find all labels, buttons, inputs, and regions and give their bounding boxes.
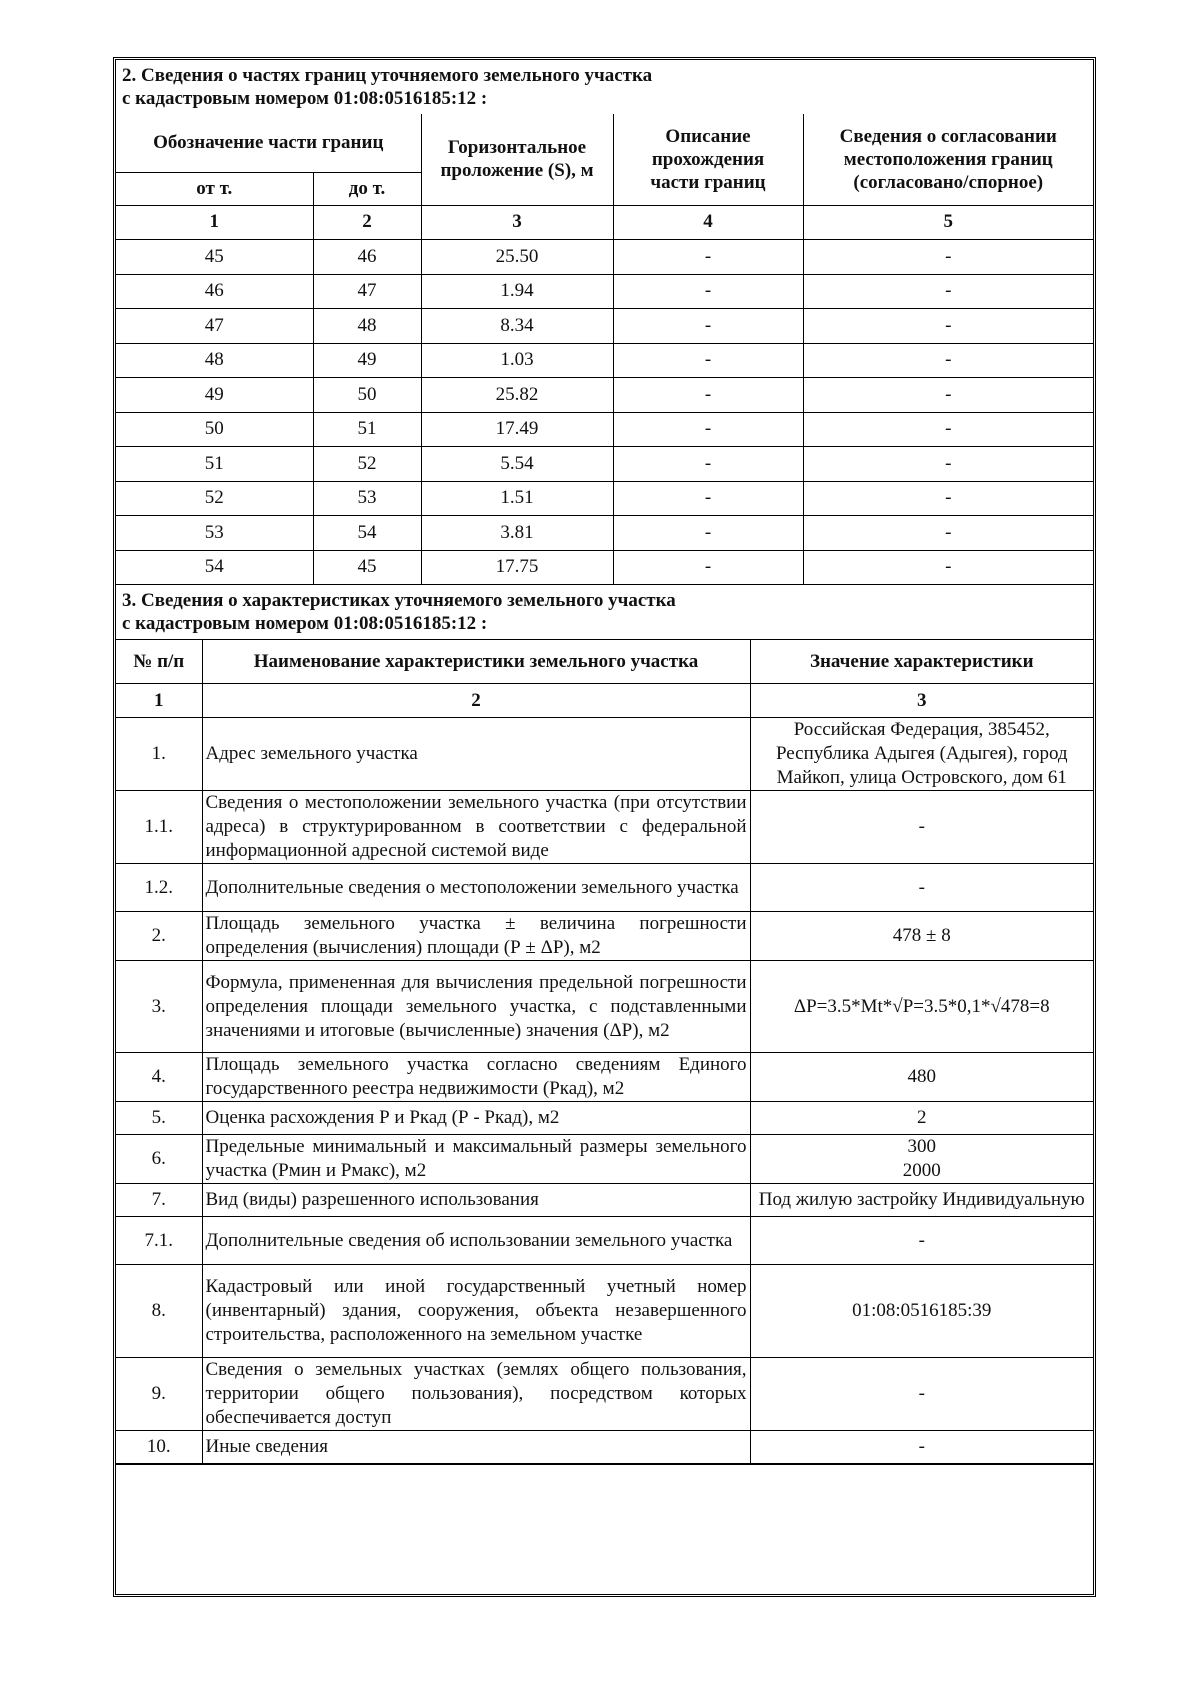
cell-name: Иные сведения [202, 1431, 750, 1464]
col-number: 1 [116, 684, 202, 718]
cell-to: 53 [313, 481, 421, 516]
characteristic-row [116, 1053, 1093, 1102]
cell-agree: - [803, 412, 1093, 447]
cell-from: 47 [116, 309, 313, 344]
cell-from: 45 [116, 240, 313, 275]
cell-num: 10. [116, 1431, 202, 1464]
cell-s: 25.50 [421, 240, 613, 275]
cell-value: - [750, 1358, 1093, 1431]
cell-to: 47 [313, 274, 421, 309]
cell-value: 480 [750, 1053, 1093, 1102]
empty-footer-area [116, 1464, 1093, 1519]
col-number: 2 [313, 205, 421, 240]
characteristic-row [116, 1102, 1093, 1135]
cell-s: 25.82 [421, 378, 613, 413]
cell-num: 3. [116, 961, 202, 1053]
cell-agree: - [803, 309, 1093, 344]
cell-value [750, 1135, 1093, 1184]
cell-num: 5. [116, 1102, 202, 1135]
cell-num: 4. [116, 1053, 202, 1102]
characteristic-row [116, 1358, 1093, 1431]
cell-name: Адрес земельного участка [202, 718, 750, 791]
cell-desc: - [613, 274, 803, 309]
cell-desc: - [613, 412, 803, 447]
characteristic-row [116, 864, 1093, 912]
col-number: 4 [613, 205, 803, 240]
boundary-row [116, 378, 1093, 413]
header-agreement-line1: Сведения о согласовании [839, 125, 1057, 147]
cell-desc: - [613, 550, 803, 585]
cell-agree: - [803, 378, 1093, 413]
cell-desc: - [613, 516, 803, 551]
cell-value: ΔР=3.5*Mt*√P=3.5*0,1*√478=8 [750, 961, 1093, 1053]
cell-desc: - [613, 481, 803, 516]
cell-value: 01:08:0516185:39 [750, 1265, 1093, 1358]
cell-s: 1.03 [421, 343, 613, 378]
header-agreement-line2: местоположения границ [843, 148, 1053, 170]
cell-value: 2 [750, 1102, 1093, 1135]
cell-name: Сведения о местоположении земельного участка (при отсутствии адреса) в структурированном в соответствии с федеральной информационной адресной системой виде [202, 791, 750, 864]
cell-agree: - [803, 274, 1093, 309]
boundary-row [116, 412, 1093, 447]
cell-s: 1.94 [421, 274, 613, 309]
cell-from: 52 [116, 481, 313, 516]
cell-to: 54 [313, 516, 421, 551]
header-description [613, 114, 803, 205]
header-description-line2: прохождения [651, 148, 765, 170]
section2-title-line2: с кадастровым номером 01:08:0516185:12 : [122, 88, 488, 109]
cell-to: 48 [313, 309, 421, 344]
cell-s: 1.51 [421, 481, 613, 516]
cell-from: 50 [116, 412, 313, 447]
section2-title-line1: 2. Сведения о частях границ уточняемого земельного участка [122, 65, 653, 86]
cell-name: Дополнительные сведения о местоположении земельного участка [202, 864, 750, 912]
header-part-designation: Обозначение части границ [116, 114, 421, 172]
section2-title [116, 60, 1093, 114]
cell-name: Кадастровый или иной государственный учетный номер (инвентарный) здания, сооружения, объекта незавершенного строительства, расположенного на земельном участке [202, 1265, 750, 1358]
cell-s: 5.54 [421, 447, 613, 482]
boundary-row [116, 550, 1093, 585]
col-number: 5 [803, 205, 1093, 240]
section3-title-line1: 3. Сведения о характеристиках уточняемого земельного участка [122, 590, 676, 611]
cell-from: 53 [116, 516, 313, 551]
cell-agree: - [803, 240, 1093, 275]
cell-name: Дополнительные сведения об использовании земельного участка [202, 1217, 750, 1265]
cell-name: Вид (виды) разрешенного использования [202, 1184, 750, 1217]
cell-from: 48 [116, 343, 313, 378]
characteristic-row [116, 718, 1093, 791]
cell-value: Под жилую застройку Индивидуальную [750, 1184, 1093, 1217]
cell-s: 8.34 [421, 309, 613, 344]
section3-title [116, 585, 1093, 639]
cell-from: 54 [116, 550, 313, 585]
characteristic-row [116, 1135, 1093, 1184]
cell-value: - [750, 1431, 1093, 1464]
document-frame [113, 57, 1096, 1597]
cell-num: 2. [116, 912, 202, 961]
header-agreement [803, 114, 1093, 205]
boundary-row [116, 516, 1093, 551]
cell-to: 51 [313, 412, 421, 447]
cell-value: - [750, 791, 1093, 864]
cell-num: 9. [116, 1358, 202, 1431]
cell-from: 51 [116, 447, 313, 482]
cell-value-min: 300 [907, 1136, 936, 1157]
cell-to: 45 [313, 550, 421, 585]
cell-agree: - [803, 516, 1093, 551]
cell-name: Оценка расхождения Р и Ркад (Р - Ркад), м2 [202, 1102, 750, 1135]
cell-to: 52 [313, 447, 421, 482]
header-description-line1: Описание [665, 125, 751, 147]
boundary-parts-table [116, 114, 1093, 585]
cell-agree: - [803, 550, 1093, 585]
col-number: 2 [202, 684, 750, 718]
cell-agree: - [803, 447, 1093, 482]
boundary-row [116, 274, 1093, 309]
cell-value-max: 2000 [902, 1160, 941, 1181]
cell-value: - [750, 1217, 1093, 1265]
cell-num: 1.2. [116, 864, 202, 912]
cell-name: Предельные минимальный и максимальный размеры земельного участка (Рмин и Рмакс), м2 [202, 1135, 750, 1184]
header-to: до т. [313, 172, 421, 205]
col-number: 3 [421, 205, 613, 240]
boundary-row [116, 240, 1093, 275]
cell-desc: - [613, 240, 803, 275]
cell-agree: - [803, 343, 1093, 378]
characteristic-row [116, 791, 1093, 864]
cell-to: 50 [313, 378, 421, 413]
cell-num: 7. [116, 1184, 202, 1217]
characteristic-row [116, 912, 1093, 961]
cell-name: Площадь земельного участка ± величина погрешности определения (вычисления) площади (Р ± ΔР), м2 [202, 912, 750, 961]
header-description-line3: части границ [650, 171, 766, 193]
characteristic-row [116, 1217, 1093, 1265]
col-number: 1 [116, 205, 313, 240]
header-name: Наименование характеристики земельного участка [202, 640, 750, 684]
header-horizontal-line2: проложение (S), м [440, 160, 594, 182]
cell-from: 49 [116, 378, 313, 413]
cell-desc: - [613, 447, 803, 482]
section3-title-line2: с кадастровым номером 01:08:0516185:12 : [122, 613, 488, 634]
cell-name: Формула, примененная для вычисления предельной погрешности определения площади земельного участка, с подставленными значениями и итоговые (вычисленные) значения (ΔР), м2 [202, 961, 750, 1053]
cell-num: 6. [116, 1135, 202, 1184]
characteristic-row [116, 1431, 1093, 1464]
header-agreement-line3: (согласовано/спорное) [853, 171, 1044, 193]
header-from: от т. [116, 172, 313, 205]
cell-agree: - [803, 481, 1093, 516]
cell-value: - [750, 864, 1093, 912]
cell-name: Сведения о земельных участках (землях общего пользования, территории общего пользования), посредством которых обеспечивается доступ [202, 1358, 750, 1431]
cell-num: 1. [116, 718, 202, 791]
cell-num: 8. [116, 1265, 202, 1358]
header-horizontal-line1: Горизонтальное [447, 137, 587, 159]
header-horizontal [421, 114, 613, 205]
characteristic-row [116, 1184, 1093, 1217]
cell-s: 17.49 [421, 412, 613, 447]
boundary-row [116, 481, 1093, 516]
cell-from: 46 [116, 274, 313, 309]
cell-num: 7.1. [116, 1217, 202, 1265]
characteristics-table [116, 639, 1093, 1464]
cell-to: 49 [313, 343, 421, 378]
cell-num: 1.1. [116, 791, 202, 864]
boundary-row [116, 447, 1093, 482]
cell-s: 17.75 [421, 550, 613, 585]
header-num: № п/п [116, 640, 202, 684]
cell-value: 478 ± 8 [750, 912, 1093, 961]
cell-value: Российская Федерация, 385452, Республика Адыгея (Адыгея), город Майкоп, улица Островского, дом 61 [750, 718, 1093, 791]
characteristic-row [116, 1265, 1093, 1358]
col-number: 3 [750, 684, 1093, 718]
cell-desc: - [613, 378, 803, 413]
boundary-row [116, 343, 1093, 378]
boundary-row [116, 309, 1093, 344]
characteristic-row [116, 961, 1093, 1053]
cell-desc: - [613, 309, 803, 344]
cell-to: 46 [313, 240, 421, 275]
cell-desc: - [613, 343, 803, 378]
cell-name: Площадь земельного участка согласно сведениям Единого государственного реестра недвижимости (Ркад), м2 [202, 1053, 750, 1102]
header-value: Значение характеристики [750, 640, 1093, 684]
cell-s: 3.81 [421, 516, 613, 551]
